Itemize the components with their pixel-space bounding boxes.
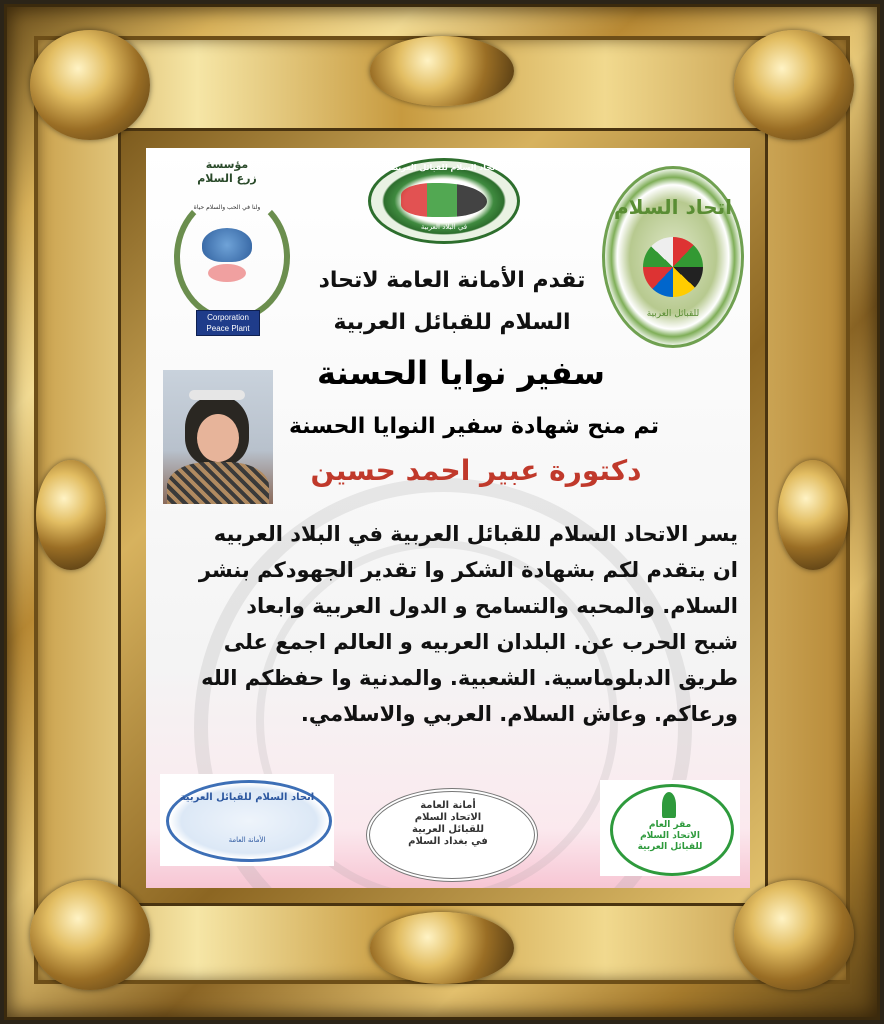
logo-left-title-1: مؤسسة bbox=[205, 158, 249, 171]
blue-union-stamp bbox=[160, 774, 334, 866]
bottom-center-ornament bbox=[370, 912, 514, 984]
body-line: شبح الحرب عن. البلدان العربيه و العالم اجمع على bbox=[223, 630, 738, 654]
left-center-ornament bbox=[36, 460, 106, 570]
gray-stamp-line: أمانة العامة bbox=[420, 800, 476, 811]
right-seal-bottom: للقبائل العربية bbox=[646, 309, 700, 319]
peace-union-seal bbox=[602, 166, 744, 348]
badge-line-2: Peace Plant bbox=[206, 324, 250, 333]
green-headquarters-stamp bbox=[600, 780, 740, 876]
header-line-1: تقدم الأمانة العامة لاتحاد bbox=[318, 268, 586, 293]
gray-stamp-line: الاتحاد السلام bbox=[414, 812, 482, 823]
certificate-paper bbox=[146, 148, 750, 888]
recipient-photo bbox=[163, 370, 273, 504]
rose-icon bbox=[208, 264, 246, 282]
body-line: طريق الدبلوماسية. الشعبية. والمدنية وا حفظكم الله bbox=[201, 666, 738, 690]
recipient-name: دكتورة عبير احمد حسين bbox=[310, 454, 642, 487]
gray-secretariat-stamp bbox=[360, 786, 536, 878]
body-line: السلام. والمحبه والتسامح و الدول العربية وابعاد bbox=[246, 594, 738, 618]
center-logo-ring-top: اتحاد السلام للقبائل العربية bbox=[390, 163, 498, 172]
body-line: يسر الاتحاد السلام للقبائل العربية في البلاد العربيه bbox=[213, 522, 738, 546]
right-center-ornament bbox=[778, 460, 848, 570]
right-seal-title: اتحاد السلام bbox=[613, 195, 733, 219]
green-stamp-line: الاتحاد السلام bbox=[640, 831, 700, 841]
photo-sunglasses bbox=[189, 390, 245, 400]
top-center-ornament bbox=[370, 36, 514, 106]
green-stamp-line: مقر العام bbox=[648, 820, 692, 830]
badge-line-1: Corporation bbox=[207, 313, 249, 322]
logo-left-title-2: زرع السلام bbox=[197, 172, 257, 185]
logo-left-motto: ولنا في الحب والسلام حياة bbox=[193, 204, 261, 211]
blue-stamp-text: اتحاد السلام للقبائل العربية bbox=[179, 792, 315, 803]
gray-stamp-line: للقبائل العربية bbox=[412, 824, 484, 835]
corner-ornament-bottom-left bbox=[30, 880, 150, 990]
green-stamp-text bbox=[600, 820, 740, 853]
corner-ornament-top-right bbox=[734, 30, 854, 140]
award-statement: تم منح شهادة سفير النوايا الحسنة bbox=[288, 414, 660, 439]
gray-stamp-text bbox=[360, 800, 536, 848]
dove-icon bbox=[202, 228, 252, 262]
palm-tree-icon bbox=[662, 792, 676, 818]
photo-clothing bbox=[167, 462, 269, 504]
body-line: ان يتقدم لكم بشهادة الشكر وا تقدير الجهودكم بنشر bbox=[198, 558, 738, 582]
certificate-body bbox=[160, 516, 738, 732]
peace-plant-logo bbox=[168, 158, 286, 344]
gray-stamp-line: في بغداد السلام bbox=[408, 836, 488, 847]
union-center-logo bbox=[368, 158, 520, 244]
header-line-2: السلام للقبائل العربية bbox=[333, 310, 571, 335]
corporation-badge bbox=[196, 310, 260, 336]
blue-stamp-sub: الأمانة العامة bbox=[228, 836, 266, 844]
corner-ornament-bottom-right bbox=[734, 880, 854, 990]
corner-ornament-top-left bbox=[30, 30, 150, 140]
body-line: ورعاكم. وعاش السلام. العربي والاسلامي. bbox=[300, 702, 738, 726]
center-logo-ring-bottom: في البلاد العربية bbox=[420, 223, 468, 231]
photo-face bbox=[197, 414, 239, 462]
certificate-title: سفير نوايا الحسنة bbox=[317, 354, 605, 392]
arab-map-icon bbox=[401, 183, 487, 217]
green-stamp-line: للقبائل العربية bbox=[637, 842, 703, 852]
flags-globe-icon bbox=[643, 237, 703, 297]
